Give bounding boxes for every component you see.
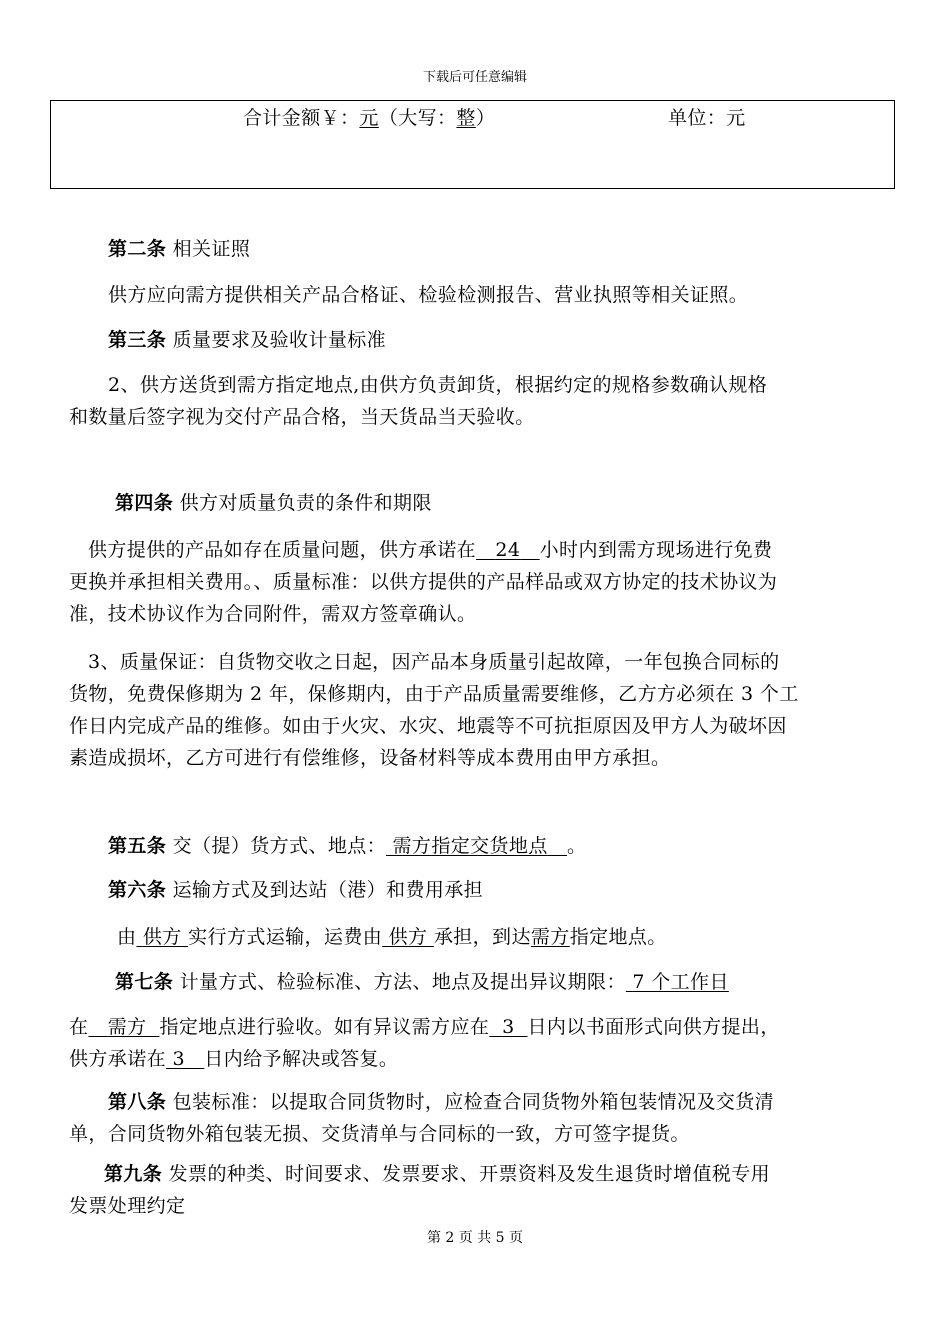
article3-line1: 2、供方送货到需方指定地点,由供方负责卸货，根据约定的规格参数确认规格 [108,374,768,396]
total-yuan: 元 [359,107,379,129]
article9-title: 第九条 [104,1163,163,1185]
article6-party3: 需方 [530,926,570,948]
article4-hours: 24 [495,539,521,561]
daxie-close: ） [475,107,496,129]
article3-title: 第三条 [108,329,167,351]
article7-title: 第七条 [115,971,174,993]
article5-line: 第五条 交（提）货方式、地点： 需方指定交货地点 。 [108,835,587,857]
article2-subtitle: 相关证照 [172,238,251,260]
article3-line2: 和数量后签字视为交付产品合格，当天货品当天验收。 [69,406,535,428]
article5-title: 第五条 [108,835,167,857]
article7-days1: 3 [502,1016,515,1038]
article4-p2-line2: 货物，免费保修期为 2 年，保修期内，由于产品质量需要维修，乙方方必须在 3 个工 [69,683,799,705]
article4-subtitle: 供方对质量负责的条件和期限 [179,492,432,514]
article4-p1-line2: 更换并承担相关费用。、质量标准：以供方提供的产品样品或双方协定的技术协议为 [69,571,778,593]
article7-period: 7 个工作日 [632,971,729,993]
header-note: 下载后可任意编辑 [422,70,527,85]
article7-heading: 第七条 计量方式、检验标准、方法、地点及提出异议期限： 7 个工作日 [115,971,729,993]
total-amount-line [243,106,495,130]
article4-p2-line4: 素造成损坏，乙方可进行有偿维修，设备材料等成本费用由甲方承担。 [69,747,671,769]
article6-body: 由 供方 实行方式运输，运费由 供方 承担，到达需方指定地点。 [117,926,667,948]
article4-p1-line1: 供方提供的产品如存在质量问题，供方承诺在 24 小时内到需方现场进行免费 [88,539,773,561]
article7-party: 需方 [107,1016,147,1038]
article6-title: 第六条 [108,879,167,901]
article9-line2: 发票处理约定 [69,1195,186,1217]
article6-subtitle: 运输方式及到达站（港）和费用承担 [172,879,484,901]
article4-p2-line3: 作日内完成产品的维修。如由于火灾、水灾、地震等不可抗拒原因及甲方人为破坏因 [69,715,787,737]
article8-line2: 单，合同货物外箱包装无损、交货清单与合同标的一致，方可签字提货。 [69,1123,690,1145]
article6-party2: 供方 [388,926,428,948]
article8-line1: 第八条 包装标准：以提取合同货物时，应检查合同货物外箱包装情况及交货清 [108,1091,775,1113]
article3-heading [108,328,386,352]
article2-heading [108,237,250,261]
article4-title: 第四条 [115,492,174,514]
article4-p2-line1: 3、质量保证：自货物交收之日起，因产品本身质量引起故障，一年包换合同标的 [88,651,780,673]
article4-heading [115,491,432,515]
article2-body: 供方应向需方提供相关产品合格证、检验检测报告、营业执照等相关证照。 [108,284,749,306]
article7-line2: 在 需方 指定地点进行验收。如有异议需方应在 3 日内以书面形式向供方提出， [69,1016,780,1038]
unit-label: 单位：元 [668,107,746,129]
article6-heading [108,878,483,902]
article7-line3: 供方承诺在 3 日内给予解决或答复。 [69,1048,399,1070]
total-label: 合计金额￥： [243,107,360,129]
article2-title: 第二条 [108,238,167,260]
daxie-zheng: 整 [456,107,476,129]
article4-p1-line3: 准，技术协议作为合同附件，需双方签章确认。 [69,603,477,625]
article9-line1: 第九条 发票的种类、时间要求、发票要求、开票资料及发生退货时增值税专用 [104,1163,771,1185]
daxie-open: （大写： [378,107,457,129]
article5-location: 需方指定交货地点 [392,835,548,857]
article7-days2: 3 [172,1048,185,1070]
article8-title: 第八条 [108,1091,167,1113]
article6-party1: 供方 [142,926,182,948]
page-number: 第 2 页 共 5 页 [426,1230,524,1246]
article3-subtitle: 质量要求及验收计量标准 [172,329,387,351]
